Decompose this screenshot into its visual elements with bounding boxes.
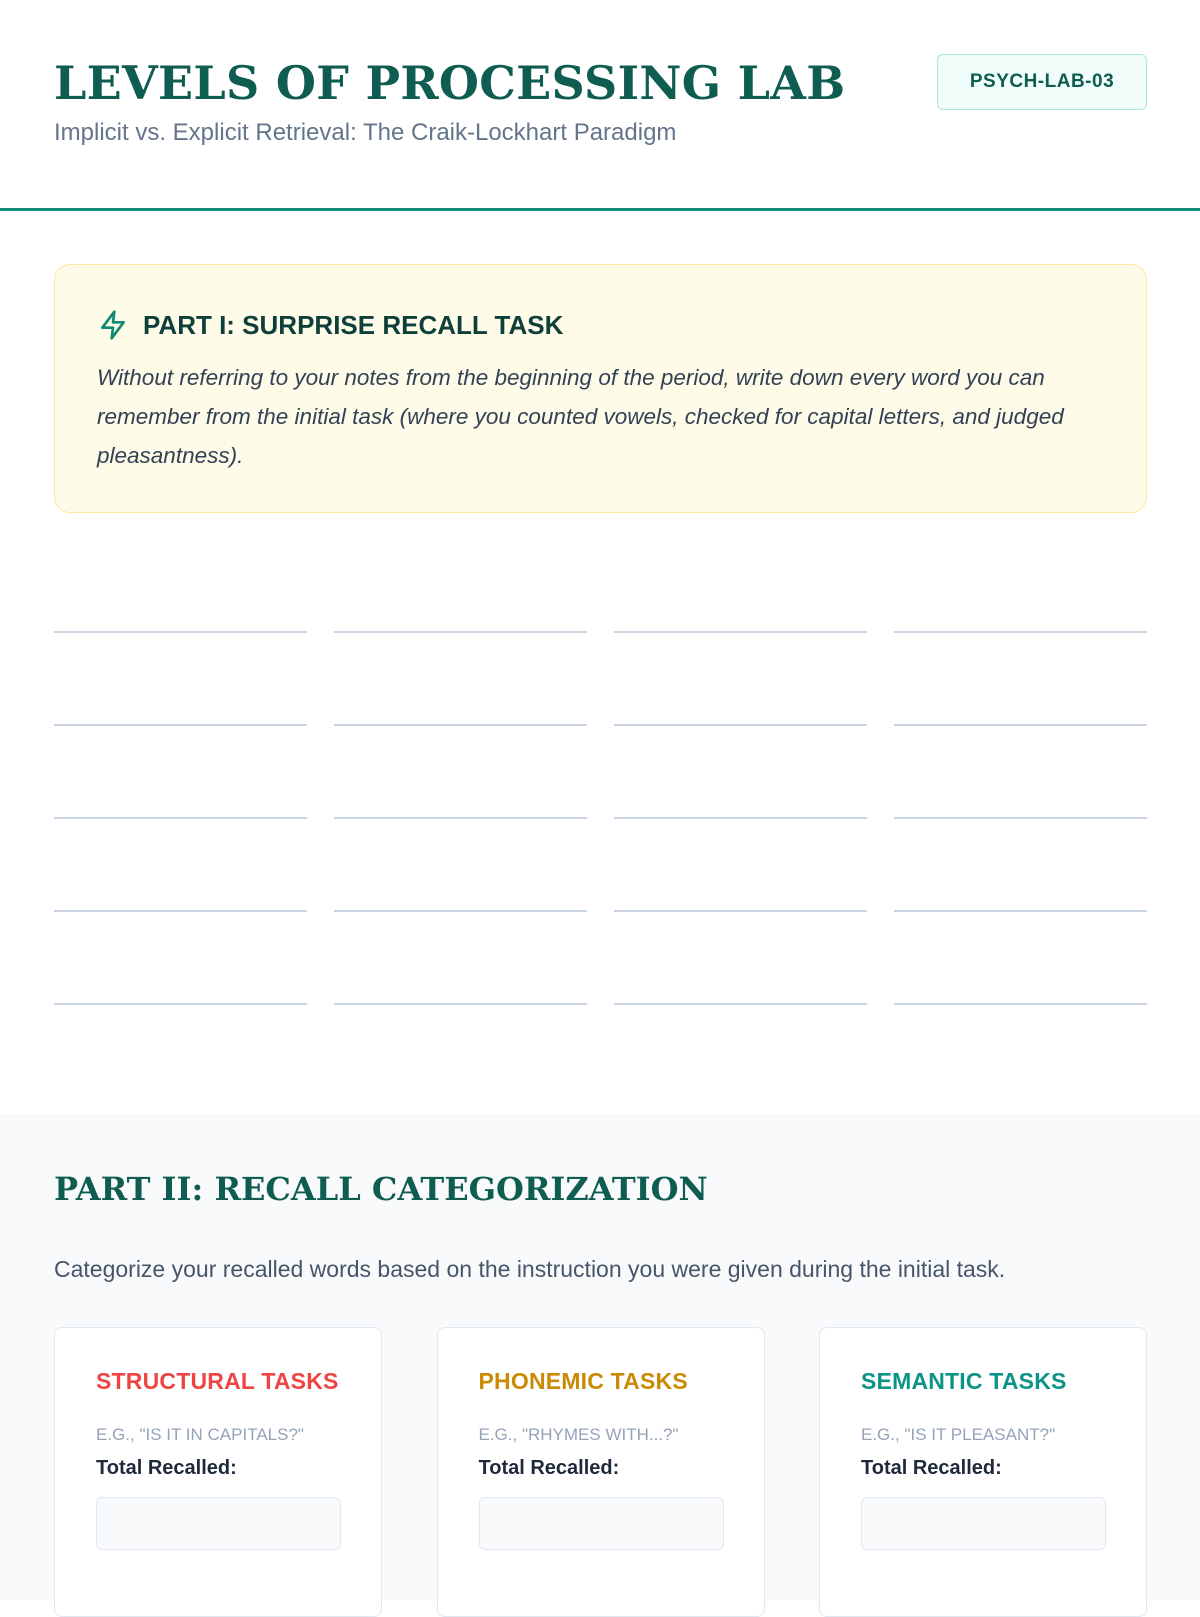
answer-line[interactable] [54, 540, 307, 633]
answer-line[interactable] [54, 726, 307, 819]
total-recalled-label: Total Recalled: [96, 1457, 237, 1479]
answer-line[interactable] [614, 540, 867, 633]
answer-line[interactable] [334, 540, 587, 633]
page-title: LEVELS OF PROCESSING LAB [54, 56, 846, 110]
category-name: PHONEMIC TASKS [478, 1368, 688, 1394]
semantic-total-input[interactable] [861, 1497, 1106, 1550]
answer-line[interactable] [54, 819, 307, 912]
structural-total-input[interactable] [96, 1497, 341, 1550]
category-example: E.G., "IS IT IN CAPITALS?" [96, 1425, 304, 1444]
part-two-intro: Categorize your recalled words based on the instruction you were given during the initial task. [54, 1256, 1006, 1282]
total-recalled-label: Total Recalled: [861, 1457, 1002, 1479]
answer-line[interactable] [54, 633, 307, 726]
phonemic-total-input[interactable] [479, 1497, 724, 1550]
phonemic-tasks-card [437, 1327, 765, 1617]
category-name: SEMANTIC TASKS [861, 1368, 1067, 1394]
answer-line[interactable] [614, 819, 867, 912]
part-one-instructions: Without referring to your notes from the beginning of the period, write down every word you can remember from the initial task (where you counted vowels, checked for capital letters, and judged pleasantness). [97, 365, 1064, 468]
answer-line[interactable] [334, 726, 587, 819]
category-name: STRUCTURAL TASKS [96, 1368, 339, 1394]
recall-answer-grid [54, 540, 1147, 1005]
part-two-title: PART II: RECALL CATEGORIZATION [54, 1170, 708, 1208]
surprise-recall-card [54, 264, 1147, 513]
answer-line[interactable] [894, 912, 1147, 1005]
answer-line[interactable] [334, 633, 587, 726]
answer-line[interactable] [894, 633, 1147, 726]
category-example: E.G., "IS IT PLEASANT?" [861, 1425, 1056, 1444]
lab-code-badge: PSYCH-LAB-03 [937, 54, 1147, 110]
answer-line[interactable] [334, 819, 587, 912]
recall-card-heading [97, 309, 563, 341]
category-example: E.G., "RHYMES WITH...?" [478, 1425, 679, 1444]
total-recalled-label: Total Recalled: [478, 1457, 620, 1479]
semantic-tasks-card [819, 1327, 1147, 1617]
category-cards [54, 1327, 1147, 1617]
answer-line[interactable] [614, 726, 867, 819]
answer-line[interactable] [894, 540, 1147, 633]
page-subtitle: Implicit vs. Explicit Retrieval: The Craik-Lockhart Paradigm [54, 119, 677, 146]
answer-line[interactable] [894, 726, 1147, 819]
answer-line[interactable] [894, 819, 1147, 912]
answer-line[interactable] [614, 912, 867, 1005]
structural-tasks-card [54, 1327, 382, 1617]
answer-line[interactable] [334, 912, 587, 1005]
part-one-title: PART I: SURPRISE RECALL TASK [143, 309, 564, 340]
lightning-bolt-icon [97, 309, 129, 341]
worksheet-header [0, 0, 1200, 211]
recall-categorization-section [0, 1114, 1200, 1600]
answer-line[interactable] [54, 912, 307, 1005]
answer-line[interactable] [614, 633, 867, 726]
